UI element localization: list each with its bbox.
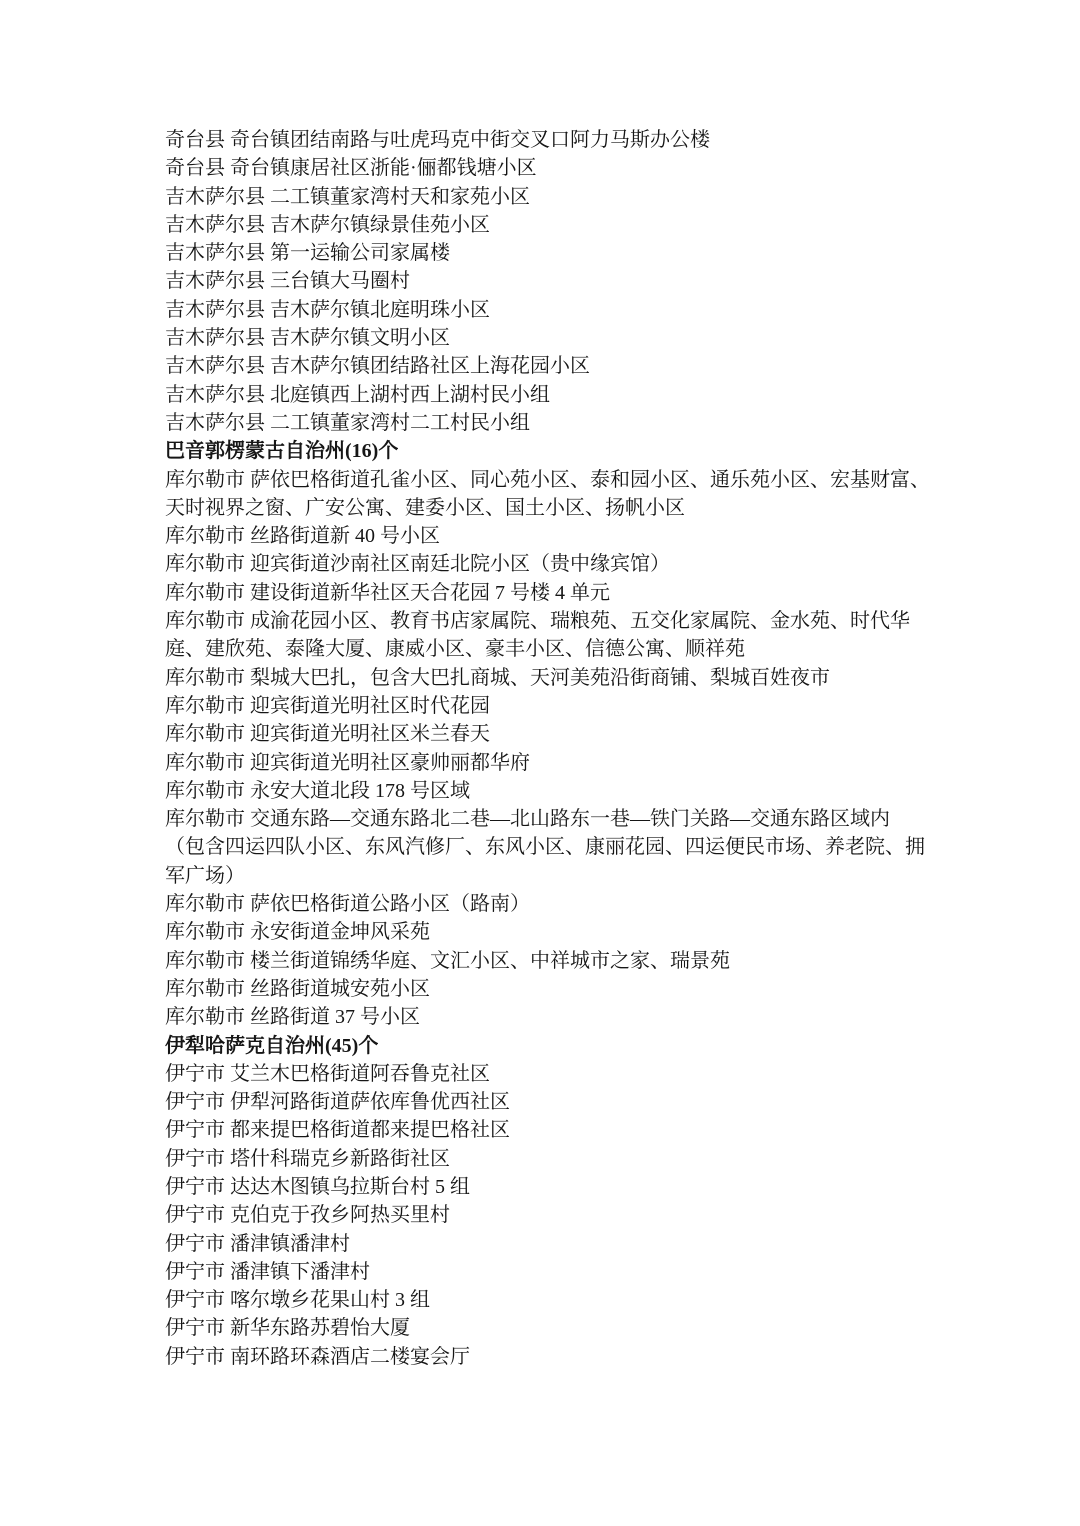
entry-line: 伊宁市 新华东路苏碧怡大厦	[165, 1317, 410, 1340]
entry-continuation-line: 庭、建欣苑、泰隆大厦、康威小区、豪丰小区、信德公寓、顺祥苑	[165, 638, 745, 661]
entry-line: 库尔勒市 迎宾街道光明社区豪帅丽都华府	[165, 751, 530, 774]
entry-line: 伊宁市 伊犁河路街道萨依库鲁优西社区	[165, 1091, 510, 1114]
entry-line: 伊宁市 南环路环森酒店二楼宴会厅	[165, 1345, 470, 1368]
entry-line: 库尔勒市 楼兰街道锦绣华庭、文汇小区、中祥城市之家、瑞景苑	[165, 949, 730, 972]
entry-line: 库尔勒市 丝路街道 37 号小区	[165, 1006, 420, 1029]
entry-line: 伊宁市 潘津镇下潘津村	[165, 1260, 370, 1283]
entry-line: 吉木萨尔县 吉木萨尔镇绿景佳苑小区	[165, 213, 490, 236]
entry-line: 吉木萨尔县 第一运输公司家属楼	[165, 242, 450, 265]
entry-line: 伊宁市 塔什科瑞克乡新路街社区	[165, 1147, 450, 1170]
entry-line: 吉木萨尔县 吉木萨尔镇团结路社区上海花园小区	[165, 355, 590, 378]
entry-line: 伊宁市 艾兰木巴格街道阿吞鲁克社区	[165, 1062, 490, 1085]
entry-continuation-line: （包含四运四队小区、东风汽修厂、东风小区、康丽花园、四运便民市场、养老院、拥	[165, 836, 925, 859]
entry-line: 库尔勒市 梨城大巴扎，包含大巴扎商城、天河美苑沿街商铺、梨城百姓夜市	[165, 666, 830, 689]
entry-line: 库尔勒市 迎宾街道光明社区时代花园	[165, 694, 490, 717]
entry-line: 库尔勒市 丝路街道城安苑小区	[165, 977, 430, 1000]
entry-line: 伊宁市 克伯克于孜乡阿热买里村	[165, 1204, 450, 1227]
entry-line: 伊宁市 都来提巴格街道都来提巴格社区	[165, 1119, 510, 1142]
entry-line: 库尔勒市 萨依巴格街道孔雀小区、同心苑小区、泰和园小区、通乐苑小区、宏基财富、	[165, 468, 930, 491]
entry-line: 吉木萨尔县 二工镇董家湾村天和家苑小区	[165, 185, 530, 208]
entry-continuation-line: 军广场）	[165, 864, 245, 887]
entry-line: 吉木萨尔县 吉木萨尔镇文明小区	[165, 327, 450, 350]
entry-line: 库尔勒市 永安街道金坤风采苑	[165, 921, 430, 944]
section-header: 伊犁哈萨克自治州(45)个	[165, 1034, 379, 1057]
entry-line: 吉木萨尔县 三台镇大马圈村	[165, 270, 410, 293]
entry-line: 库尔勒市 迎宾街道光明社区米兰春天	[165, 723, 490, 746]
entry-line: 库尔勒市 永安大道北段 178 号区域	[165, 779, 470, 802]
entry-line: 奇台县 奇台镇康居社区浙能·俪都钱塘小区	[165, 157, 537, 180]
entry-line: 库尔勒市 成渝花园小区、教育书店家属院、瑞粮苑、五交化家属院、金水苑、时代华	[165, 610, 910, 633]
entry-line: 吉木萨尔县 二工镇董家湾村二工村民小组	[165, 411, 530, 434]
entry-line: 伊宁市 喀尔墩乡花果山村 3 组	[165, 1289, 430, 1312]
entry-line: 库尔勒市 迎宾街道沙南社区南廷北院小区（贵中缘宾馆）	[165, 553, 670, 576]
entry-line: 伊宁市 达达木图镇乌拉斯台村 5 组	[165, 1175, 470, 1198]
entry-continuation-line: 天时视界之窗、广安公寓、建委小区、国土小区、扬帆小区	[165, 496, 685, 519]
entry-line: 吉木萨尔县 吉木萨尔镇北庭明珠小区	[165, 298, 490, 321]
section-header: 巴音郭楞蒙古自治州(16)个	[165, 440, 399, 463]
entry-line: 库尔勒市 建设街道新华社区天合花园 7 号楼 4 单元	[165, 581, 610, 604]
entry-line: 库尔勒市 丝路街道新 40 号小区	[165, 525, 440, 548]
entry-line: 奇台县 奇台镇团结南路与吐虎玛克中街交叉口阿力马斯办公楼	[165, 129, 710, 151]
entry-line: 吉木萨尔县 北庭镇西上湖村西上湖村民小组	[165, 383, 550, 406]
entry-line: 库尔勒市 萨依巴格街道公路小区（路南）	[165, 893, 530, 916]
entry-line: 库尔勒市 交通东路—交通东路北二巷—北山路东一巷—铁门关路—交通东路区域内	[165, 808, 890, 831]
document-body	[165, 126, 940, 1371]
entry-line: 伊宁市 潘津镇潘津村	[165, 1232, 350, 1255]
